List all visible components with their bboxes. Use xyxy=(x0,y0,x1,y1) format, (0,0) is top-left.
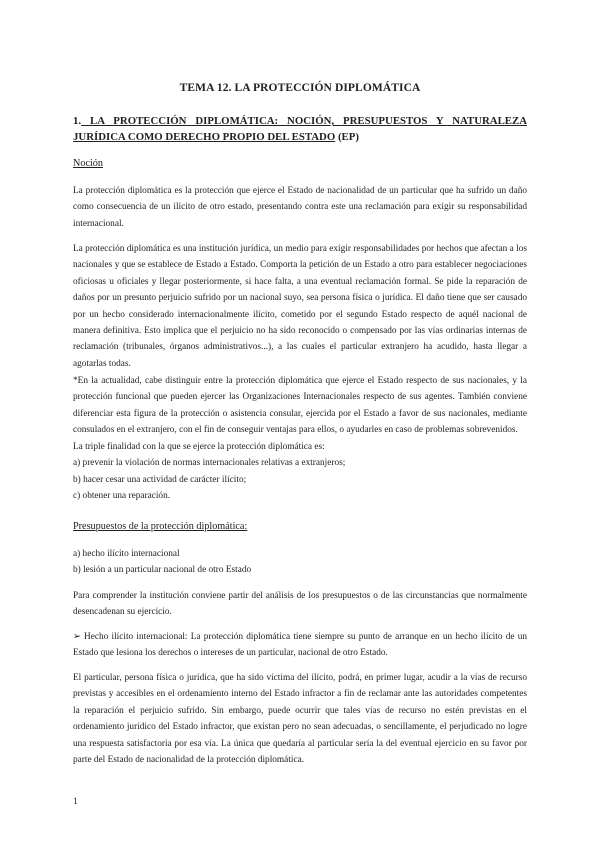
finalidad-list xyxy=(73,439,527,505)
list-item: b) hacer cesar una actividad de carácter ilícito; xyxy=(73,474,247,485)
subheading-presupuestos: Presupuestos de la protección diplomática: xyxy=(73,521,248,532)
finalidad-intro: La triple finalidad con la que se ejerce la protección diplomática es: xyxy=(73,442,325,452)
section-heading-text: LA PROTECCIÓN DIPLOMÁTICA: NOCIÓN, PRESUPUESTOS Y NATURALEZA JURÍDICA COMO DERECHO PROPIO DEL ESTADO xyxy=(73,115,527,143)
document-title: TEMA 12. LA PROTECCIÓN DIPLOMÁTICA xyxy=(179,82,421,94)
list-item: a) prevenir la violación de normas internacionales relativas a extranjeros; xyxy=(73,458,346,469)
paragraph-distinction: *En la actualidad, cabe distinguir entre la protección diplomática que ejerce el Estado respecto de sus nacionales, y la protección funcional que pueden ejercer las Organizaciones Internacionales respecto de sus agentes. También conviene diferenciar esta figura de la protección o asistencia consular, ejercida por el Estado a favor de sus nacionales, mediante consulados en el extranjero, con el fin de conseguir ventajas para ellos, o ayudarles en caso de problemas sobrevenidos. xyxy=(73,376,527,436)
page-number: 1 xyxy=(73,797,78,807)
section-tag: (EP) xyxy=(335,131,359,143)
section-heading xyxy=(73,113,527,145)
presupuestos-list xyxy=(73,546,527,579)
paragraph-comprender: Para comprender la institución conviene partir del análisis de los presupuestos o de las circunstancias que normalmente desencadenan su ejercicio. xyxy=(73,591,527,618)
paragraph-definition: La protección diplomática es la protección que ejerce el Estado de nacionalidad de un particular que ha sufrido un daño como consecuencia de un ilícito de otro estado, presentando contra este una reclamación para exigir su responsabilidad internacional. xyxy=(73,186,527,229)
subheading-nocion: Noción xyxy=(73,158,103,169)
paragraph-hecho-ilicito: ➢ Hecho ilícito internacional: La protección diplomática tiene siempre su punto de arranque en un hecho ilícito de un Estado que lesiona los derechos o intereses de un particular, nacional de otro Estado. xyxy=(73,632,527,659)
list-item: b) lesión a un particular nacional de otro Estado xyxy=(73,565,252,576)
list-item: a) hecho ilícito internacional xyxy=(73,549,180,559)
list-item: c) obtener una reparación. xyxy=(73,491,171,502)
paragraph-particular: El particular, persona física o jurídica, que ha sido víctima del ilícito, podrá, en primer lugar, acudir a la vías de recurso previstas y accesibles en el ordenamiento interno del Estado infractor a fin de reclamar ante las autoridades competentes la reparación el perjuicio sufrido. Sin embargo, puede ocurrir que tales vías de recurso no estén previstas en el ordenamiento jurídico del Estado infractor, que existan pero no sean adecuadas, o sencillamente, el perjudicado no logre una respuesta satisfactoria por esa vía. La única que quedaría al particular sería la del eventual ejercicio en su favor por parte del Estado de nacionalidad de la protección diplomática. xyxy=(73,673,527,766)
paragraph-institution: La protección diplomática es una institución jurídica, un medio para exigir responsabilidades por hechos que afectan a los nacionales y que se establece de Estado a Estado. Comporta la petición de un Estado a otro para establecer negociaciones oficiosas u oficiales y llegar posteriormente, si hace falta, a una eventual reclamación formal. Se pide la reparación de daños por un presunto perjuicio sufrido por un nacional suyo, sea persona física o jurídica. El daño tiene que ser causado por un hecho considerado internacionalmente ilícito, cometido por el segundo Estado respecto de aquél nacional de manera definitiva. Esto implica que el perjuicio no ha sido reconocido o compensado por las vías ordinarias internas de reclamación (tribunales, órganos administrativos...), a las cuales el particular extranjero ha acudido, hasta llegar a agotarlas todas. xyxy=(73,244,527,369)
section-number: 1. xyxy=(73,115,82,127)
